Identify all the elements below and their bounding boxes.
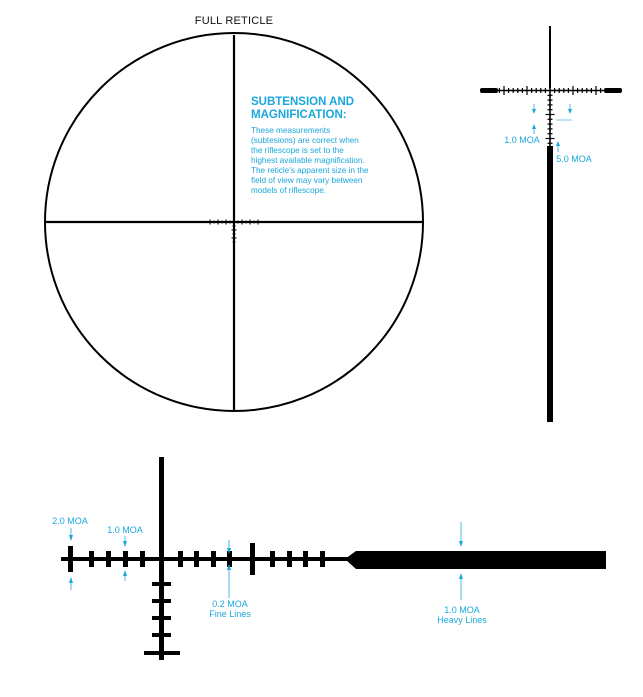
subtension-body-line: field of view may vary between — [251, 176, 363, 185]
zoom-bottom-cap — [144, 651, 180, 655]
detail-horizontal-tick — [559, 88, 560, 93]
detail-horizontal-tick — [508, 88, 509, 93]
full-horizontal-tick — [250, 220, 251, 225]
zoom-tick — [227, 551, 232, 567]
full-horizontal-tick — [226, 220, 227, 225]
full-reticle-title: FULL RETICLE — [194, 15, 274, 27]
full-horizontal-tick — [254, 221, 255, 224]
detail-horizontal-tick — [554, 88, 555, 93]
subtension-body-line: (subtesions) are correct when — [251, 136, 359, 145]
detail-heavy-right — [604, 88, 622, 93]
full-horizontal-tick — [258, 220, 259, 225]
detail-horizontal-tick — [586, 88, 587, 93]
zoom-tall-tick — [250, 543, 255, 575]
zoom-tick — [320, 551, 325, 567]
subtension-heading-line1: SUBTENSION AND — [251, 96, 355, 108]
detail-vertical-tick — [548, 119, 553, 120]
detail-horizontal-tick — [563, 88, 564, 93]
detail-vertical-tick — [548, 104, 553, 105]
zoom-tick — [106, 551, 111, 567]
detail-heavy-left — [480, 88, 498, 93]
label-heavy-lines: Heavy Lines — [437, 615, 487, 625]
detail-horizontal-tick — [582, 88, 583, 93]
detail-vertical-tick — [546, 114, 555, 115]
detail-horizontal-tick — [545, 88, 546, 93]
zoom-tick — [287, 551, 292, 567]
full-horizontal-tick — [246, 221, 247, 224]
zoom-tick — [140, 551, 145, 567]
subtension-body-line: the riflescope is set to the — [251, 146, 344, 155]
full-vertical-tick — [233, 234, 236, 235]
detail-vertical-tick — [546, 138, 555, 139]
detail-horizontal-tick — [531, 88, 532, 93]
zoom-tick — [194, 551, 199, 567]
zoom-tick — [89, 551, 94, 567]
subtension-body-line: models of riflescope. — [251, 186, 327, 195]
label-2moa: 2.0 MOA — [52, 516, 88, 526]
label-1moa: 1.0 MOA — [107, 525, 143, 535]
detail-vertical-tick — [548, 100, 553, 101]
full-horizontal-tick — [238, 221, 239, 224]
detail-horizontal-tick — [591, 88, 592, 93]
detail-vertical-tick — [548, 109, 553, 110]
arrow-head — [459, 573, 463, 579]
label-fine-lines: Fine Lines — [209, 609, 251, 619]
subtension-body-line: The reticle's apparent size in the — [251, 166, 369, 175]
full-horizontal-tick — [210, 220, 211, 225]
detail-horizontal-tick — [536, 88, 537, 93]
zoom-tick — [211, 551, 216, 567]
zoom-tick — [303, 551, 308, 567]
zoom-tick — [178, 551, 183, 567]
detail-horizontal-tick — [526, 86, 527, 95]
arrow-head — [123, 570, 127, 576]
arrow-head — [532, 124, 536, 129]
detail-horizontal-tick — [540, 88, 541, 93]
detail-vertical-tick — [548, 143, 553, 144]
zoom-vertical-line — [159, 457, 164, 660]
subtension-heading-line2: MAGNIFICATION: — [251, 109, 347, 121]
detail-horizontal-tick — [577, 88, 578, 93]
label-5moa-detail: 5.0 MOA — [556, 154, 592, 164]
full-horizontal-tick — [218, 220, 219, 225]
arrow-head — [568, 109, 572, 114]
detail-vertical-tick — [548, 128, 553, 129]
zoom-vertical-tick — [152, 633, 171, 637]
full-vertical-tick — [233, 226, 236, 227]
label-heavy-moa: 1.0 MOA — [444, 605, 480, 615]
full-vertical-tick — [232, 238, 237, 239]
zoom-tall-tick — [68, 546, 73, 572]
arrow-head — [69, 577, 73, 583]
arrow-head — [459, 541, 463, 547]
detail-horizontal-tick — [513, 88, 514, 93]
zoomed-detail-view — [52, 457, 606, 660]
full-horizontal-tick — [214, 221, 215, 224]
detail-horizontal-tick — [595, 86, 596, 95]
zoom-vertical-tick — [152, 599, 171, 603]
detail-horizontal-tick — [499, 88, 500, 93]
arrow-head — [123, 541, 127, 547]
full-reticle-view — [45, 15, 423, 411]
subtension-body-line: These measurements — [251, 126, 331, 135]
label-fine-moa: 0.2 MOA — [212, 599, 248, 609]
label-1moa-detail: 1.0 MOA — [504, 135, 540, 145]
arrow-head — [532, 109, 536, 114]
subtension-note — [251, 96, 369, 195]
full-horizontal-tick — [242, 220, 243, 225]
zoom-tick — [123, 551, 128, 567]
detail-horizontal-tick — [600, 88, 601, 93]
full-vertical-tick — [233, 242, 236, 243]
detail-horizontal-tick — [517, 88, 518, 93]
full-vertical-tick — [232, 230, 237, 231]
center-detail-view — [480, 26, 622, 422]
zoom-tick — [270, 551, 275, 567]
zoom-heavy-line — [345, 551, 606, 569]
subtension-body-line: highest available magnification. — [251, 156, 365, 165]
full-horizontal-tick — [222, 221, 223, 224]
arrow-head — [556, 141, 560, 146]
detail-vertical-tick — [548, 133, 553, 134]
detail-vertical-tick — [548, 124, 553, 125]
detail-vertical-tick — [548, 95, 553, 96]
arrow-head — [69, 535, 73, 541]
zoom-vertical-tick — [152, 582, 171, 586]
full-horizontal-tick — [230, 221, 231, 224]
detail-horizontal-tick — [503, 86, 504, 95]
detail-horizontal-tick — [522, 88, 523, 93]
detail-horizontal-tick — [572, 86, 573, 95]
detail-horizontal-tick — [568, 88, 569, 93]
detail-heavy-post — [547, 146, 553, 422]
zoom-vertical-tick — [152, 616, 171, 620]
